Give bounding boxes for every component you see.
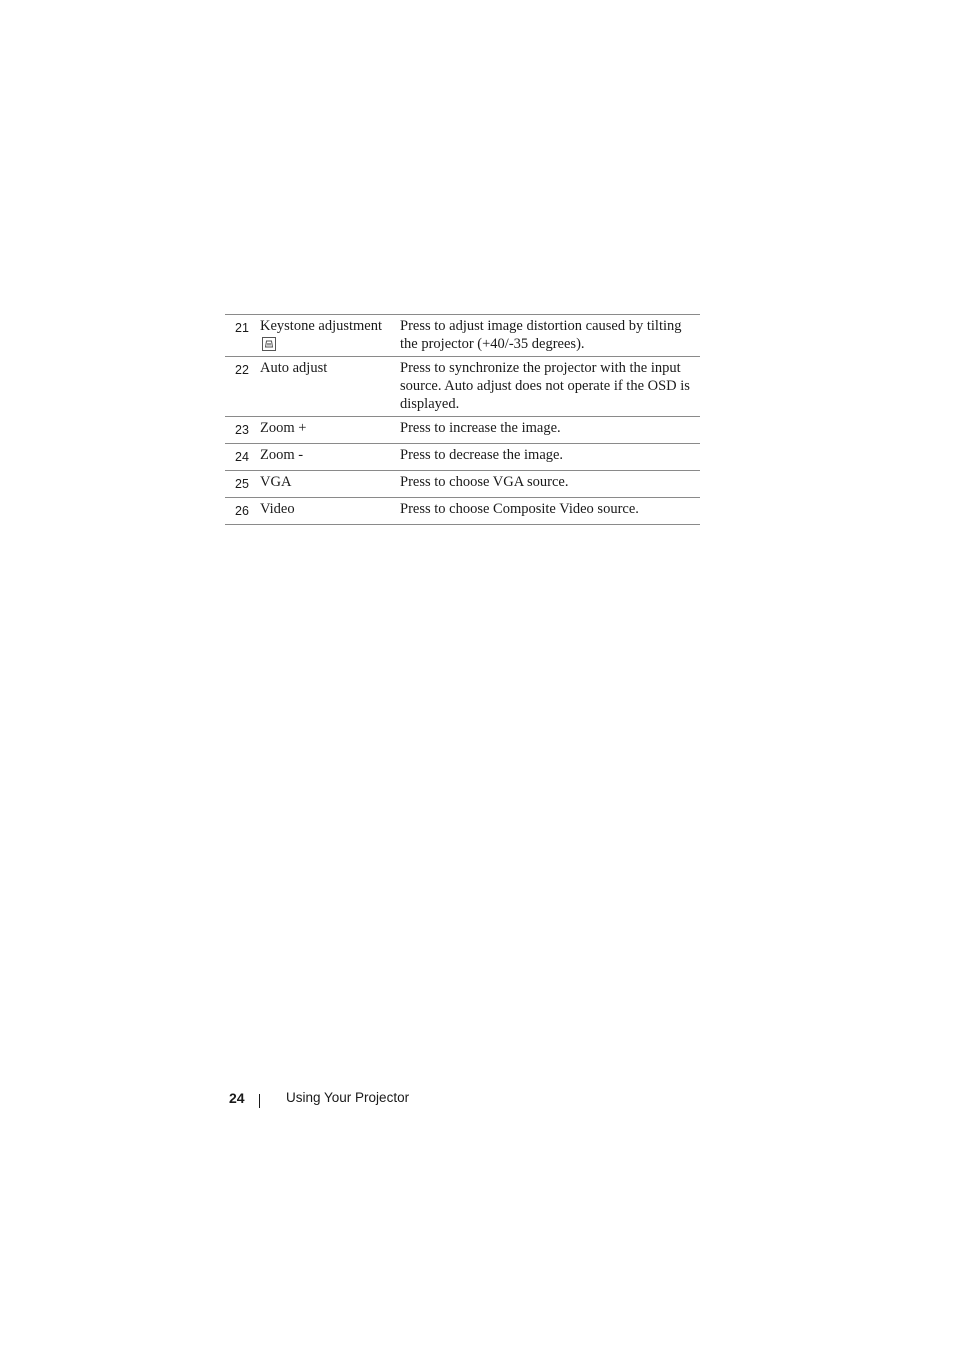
item-name: Auto adjust	[260, 360, 328, 376]
table-row	[225, 498, 700, 525]
item-number: 26	[235, 504, 249, 518]
item-description: Press to increase the image.	[400, 420, 561, 436]
item-number: 23	[235, 423, 249, 437]
item-number: 24	[235, 450, 249, 464]
section-title: Using Your Projector	[286, 1090, 410, 1105]
table-row	[225, 357, 700, 417]
item-number: 21	[235, 321, 249, 335]
item-name: Video	[260, 501, 295, 517]
item-name	[260, 315, 400, 356]
item-name-label: Keystone adjustment	[260, 318, 383, 334]
item-description: Press to adjust image distortion caused by tilting the projector (+40/-35 degrees).	[400, 318, 682, 352]
item-description: Press to choose Composite Video source.	[400, 501, 639, 517]
table-row	[225, 417, 700, 444]
item-number: 25	[235, 477, 249, 491]
button-function-table	[225, 314, 700, 525]
item-number: 22	[235, 363, 249, 377]
footer-divider	[259, 1094, 260, 1108]
item-description: Press to decrease the image.	[400, 447, 564, 463]
item-name: VGA	[260, 474, 292, 490]
keystone-icon	[262, 337, 276, 351]
page-number: 24	[229, 1090, 245, 1106]
item-name: Zoom -	[260, 447, 304, 463]
table-row	[225, 315, 700, 357]
item-description: Press to synchronize the projector with the input source. Auto adjust does not operate if the OSD is displayed.	[400, 360, 690, 412]
item-description: Press to choose VGA source.	[400, 474, 569, 490]
item-name: Zoom +	[260, 420, 307, 436]
table-row	[225, 444, 700, 471]
table-row	[225, 471, 700, 498]
